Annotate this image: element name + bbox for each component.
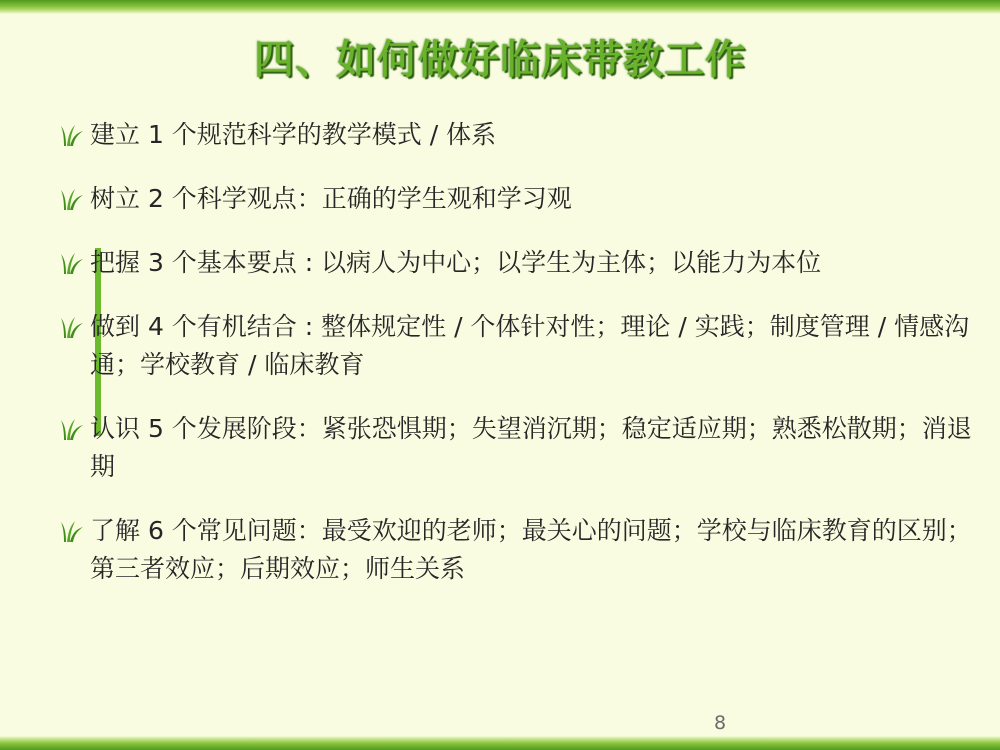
slide-title: 四、如何做好临床带教工作 [254,37,746,83]
grass-bullet-icon [60,417,84,441]
grass-bullet-icon [60,187,84,211]
list-item [60,512,975,588]
list-item-text: 树立 2 个科学观点：正确的学生观和学习观 [90,184,572,213]
page-number: 8 [713,712,727,734]
list-item-text: 把握 3 个基本要点 : 以病人为中心；以学生为主体；以能力为本位 [90,248,822,277]
grass-bullet-icon [60,251,84,275]
list-item [60,244,975,282]
list-item [60,410,975,486]
list-item-text: 认识 5 个发展阶段：紧张恐惧期；失望消沉期；稳定适应期；熟悉松散期；消退期 [90,414,972,481]
bottom-grass-border [0,736,1000,750]
grass-bullet-icon [60,519,84,543]
bullet-list [60,116,975,614]
grass-bullet-icon [60,123,84,147]
grass-bullet-icon [60,315,84,339]
list-item [60,116,975,154]
list-item [60,180,975,218]
list-item-text: 建立 1 个规范科学的教学模式 / 体系 [90,120,497,149]
top-grass-border [0,0,1000,14]
list-item-text: 了解 6 个常见问题：最受欢迎的老师；最关心的问题；学校与临床教育的区别；第三者效应；后期效应；师生关系 [90,516,972,583]
list-item-text: 做到 4 个有机结合 : 整体规定性 / 个体针对性；理论 / 实践；制度管理 / 情感沟通；学校教育 / 临床教育 [90,312,970,379]
list-item [60,308,975,384]
